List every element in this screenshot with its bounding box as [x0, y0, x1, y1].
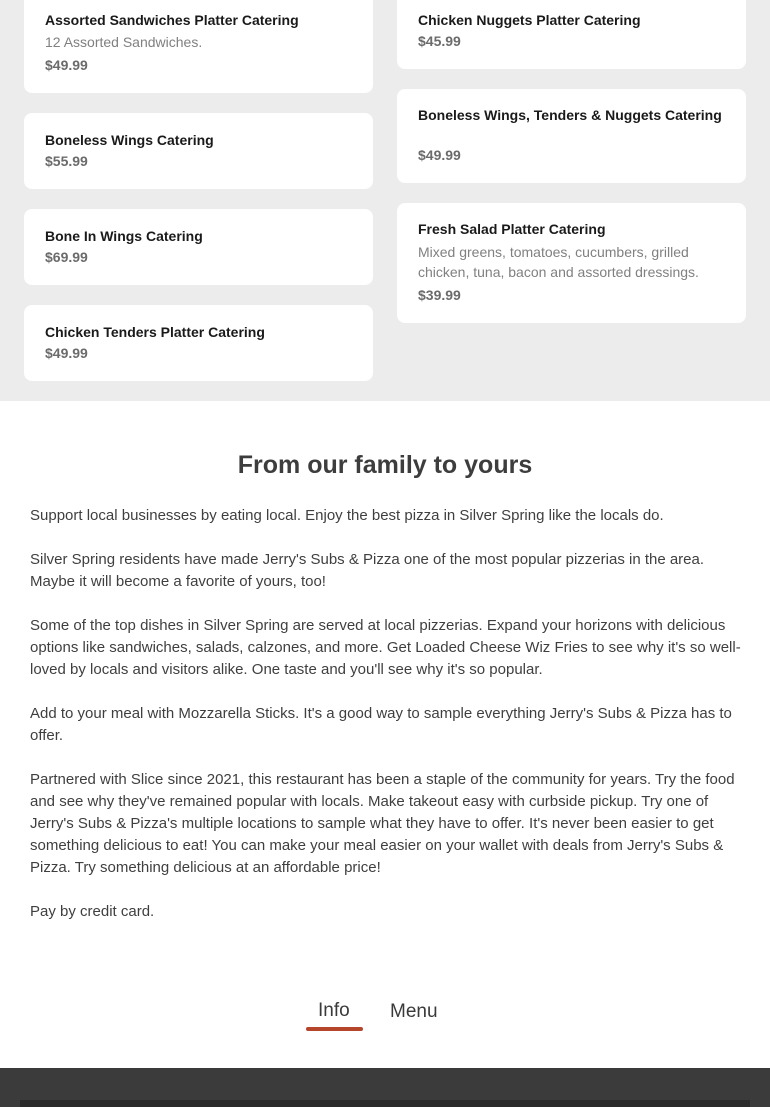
menu-item-card[interactable]: [397, 89, 746, 183]
menu-item-name: Fresh Salad Platter Catering: [418, 221, 606, 237]
footer: [0, 1068, 770, 1107]
menu-item-price: $49.99: [418, 147, 461, 163]
about-paragraph: Pay by credit card.: [30, 903, 155, 920]
menu-item-price: $45.99: [418, 33, 461, 49]
menu-item-card[interactable]: [24, 305, 373, 381]
menu-item-name: Bone In Wings Catering: [45, 228, 203, 244]
menu-item-card[interactable]: [397, 203, 746, 323]
menu-item-description: 12 Assorted Sandwiches.: [45, 34, 203, 50]
menu-item-price: $69.99: [45, 249, 88, 265]
footer-bar: [20, 1100, 750, 1107]
menu-item-description: Mixed greens, tomatoes, cucumbers, grilled chicken, tuna, bacon and assorted dressings.: [418, 244, 699, 280]
bottom-tabs: [0, 995, 770, 1035]
menu-item-price: $49.99: [45, 57, 88, 73]
tab-info[interactable]: Info: [318, 1000, 350, 1021]
about-title: From our family to yours: [237, 451, 533, 479]
menu-item-name: Boneless Wings, Tenders & Nuggets Catering: [418, 107, 722, 123]
about-paragraph: Some of the top dishes in Silver Spring are served at local pizzerias. Expand your horizons with delicious options like sandwiches, salads, calzones, and more. Get Loaded Cheese Wiz Fries to see why it's so well-loved by locals and visitors alike. One taste and you'll see why it's so popular.: [30, 617, 741, 678]
about-paragraph: Support local businesses by eating local. Enjoy the best pizza in Silver Spring like the locals do.: [30, 507, 664, 524]
menu-item-card[interactable]: [24, 113, 373, 189]
menu-item-name: Boneless Wings Catering: [45, 132, 214, 148]
menu-item-price: $55.99: [45, 153, 88, 169]
menu-item-name: Assorted Sandwiches Platter Catering: [45, 12, 299, 28]
menu-item-card[interactable]: [24, 209, 373, 285]
active-tab-indicator: [306, 1027, 363, 1031]
menu-item-name: Chicken Tenders Platter Catering: [45, 324, 265, 340]
menu-item-price: $39.99: [418, 287, 461, 303]
about-paragraph: Silver Spring residents have made Jerry's Subs & Pizza one of the most popular pizzerias in the area. Maybe it will become a favorite of yours, too!: [30, 551, 705, 590]
menu-item-price: $49.99: [45, 345, 88, 361]
about-paragraph: Add to your meal with Mozzarella Sticks. It's a good way to sample everything Jerry's Subs & Pizza has to offer.: [30, 705, 732, 744]
menu-item-card[interactable]: [24, 0, 373, 93]
menu-item-name: Chicken Nuggets Platter Catering: [418, 12, 641, 28]
catering-menu-section: [0, 0, 770, 401]
about-paragraph: Partnered with Slice since 2021, this restaurant has been a staple of the community for years. Try the food and see why they've remained popular with locals. Make takeout easy with curbside pickup. Try one of Jerry's Subs & Pizza's multiple locations to sample what they have to offer. It's never been easier to get something delicious to eat! You can make your meal easier on your wallet with deals from Jerry's Subs & Pizza. Try something delicious at an affordable price!: [30, 771, 735, 876]
menu-item-card[interactable]: [397, 0, 746, 69]
tab-menu[interactable]: Menu: [390, 1001, 438, 1022]
